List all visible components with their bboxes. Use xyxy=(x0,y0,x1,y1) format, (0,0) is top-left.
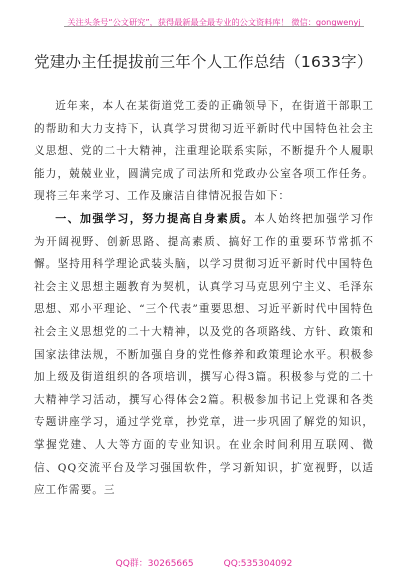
footer-banner xyxy=(0,556,408,569)
section-1-body: 本人始终把加强学习作为开阔视野、创新思路、提高素质、搞好工作的重要环节常抓不懈。坚持用科学理论武装头脑，以学习贯彻习近平新时代中国特色社会主义思想主题教育为契机，认真学习马克思列宁主义、毛泽东思想、邓小平理论、“三个代表”重要思想、习近平新时代中国特色社会主义思想党的二十大精神，以及党的各项路线、方针、政策和国家法律法规，不断加强自身的党性修养和政策理论水平。积极参加上级及街道组织的各项培训，撰写心得3篇。积极参与党的二十大精神学习活动，撰写心得体会2篇。积极参加书记上党课和各类专题讲座学习，通过学党章，抄党章，进一步巩固了解党的知识，掌握党建、人大等方面的专业知识。在业余时间利用互联网、微信、QQ交流平台及学习强国软件，学习新知识，扩宽视野，以适应工作需要。三 xyxy=(34,212,374,497)
footer-qq: QQ:535304092 xyxy=(223,559,293,569)
section-1-paragraph xyxy=(34,208,374,502)
footer-qq-group: QQ群：30265665 xyxy=(115,559,194,569)
document-title: 党建办主任提拔前三年个人工作总结（1633字） xyxy=(34,53,373,71)
intro-paragraph: 近年来，本人在某街道党工委的正确领导下，在街道干部职工的帮助和大力支持下，认真学习贯彻习近平新时代中国特色社会主义思想、党的二十大精神，注重理论联系实际，不断提升个人履职能力，兢兢业业，圆满完成了司法所和党政办公室各项工作任务。现将三年来学习、工作及廉洁自律情况报告如下： xyxy=(34,100,374,203)
header-banner xyxy=(64,10,364,27)
document-body xyxy=(34,95,374,502)
section-1-heading: 一、加强学习，努力提高自身素质。 xyxy=(55,211,255,225)
header-banner-text: 关注头条号“公文研究”，获得最新最全最专业的公文资料库！ 微信：gongwenyj xyxy=(67,17,361,27)
